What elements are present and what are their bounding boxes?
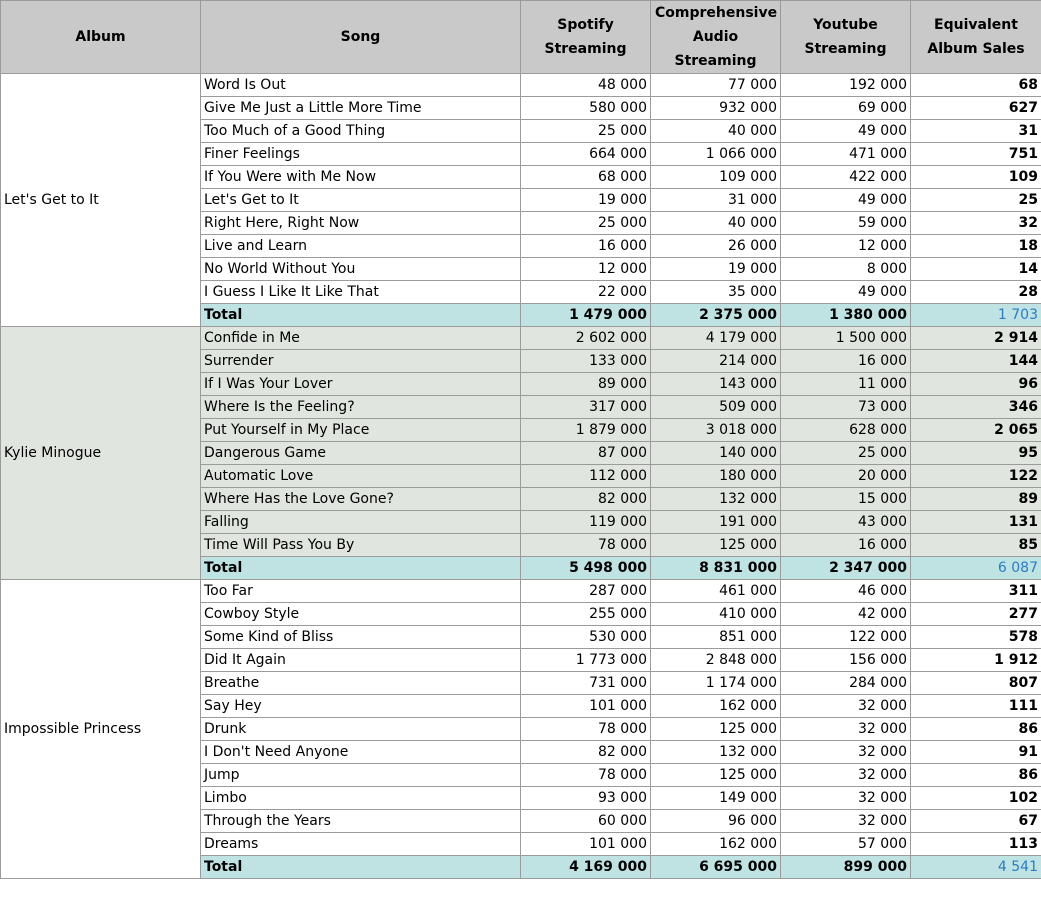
youtube-cell[interactable]: 49 000 xyxy=(781,281,911,304)
cas-cell[interactable]: 40 000 xyxy=(651,120,781,143)
eas-cell[interactable]: 68 xyxy=(911,74,1041,97)
cas-cell[interactable]: 143 000 xyxy=(651,373,781,396)
spotify-cell[interactable]: 255 000 xyxy=(521,603,651,626)
song-cell[interactable]: If You Were with Me Now xyxy=(201,166,521,189)
spotify-cell[interactable]: 25 000 xyxy=(521,120,651,143)
total-eas-cell[interactable]: 6 087 xyxy=(911,557,1041,580)
cas-cell[interactable]: 162 000 xyxy=(651,695,781,718)
song-cell[interactable]: Finer Feelings xyxy=(201,143,521,166)
youtube-cell[interactable]: 73 000 xyxy=(781,396,911,419)
table-row xyxy=(1,580,1041,603)
table-body xyxy=(1,74,1041,879)
cas-cell[interactable]: 40 000 xyxy=(651,212,781,235)
cas-cell[interactable]: 132 000 xyxy=(651,488,781,511)
youtube-cell[interactable]: 1 500 000 xyxy=(781,327,911,350)
youtube-cell[interactable]: 422 000 xyxy=(781,166,911,189)
youtube-cell[interactable]: 32 000 xyxy=(781,764,911,787)
total-song-cell[interactable]: Total xyxy=(201,304,521,327)
spotify-cell[interactable]: 133 000 xyxy=(521,350,651,373)
total-cas-cell[interactable]: 6 695 000 xyxy=(651,856,781,879)
youtube-cell[interactable]: 284 000 xyxy=(781,672,911,695)
song-cell[interactable]: Automatic Love xyxy=(201,465,521,488)
eas-cell[interactable]: 109 xyxy=(911,166,1041,189)
spotify-cell[interactable]: 60 000 xyxy=(521,810,651,833)
youtube-cell[interactable]: 59 000 xyxy=(781,212,911,235)
cas-cell[interactable]: 3 018 000 xyxy=(651,419,781,442)
youtube-cell[interactable]: 49 000 xyxy=(781,120,911,143)
song-cell[interactable]: Breathe xyxy=(201,672,521,695)
cas-cell[interactable]: 180 000 xyxy=(651,465,781,488)
eas-cell[interactable]: 89 xyxy=(911,488,1041,511)
youtube-cell[interactable]: 49 000 xyxy=(781,189,911,212)
youtube-cell[interactable]: 43 000 xyxy=(781,511,911,534)
song-cell[interactable]: Time Will Pass You By xyxy=(201,534,521,557)
youtube-cell[interactable]: 8 000 xyxy=(781,258,911,281)
table-row xyxy=(1,74,1041,97)
youtube-cell[interactable]: 16 000 xyxy=(781,534,911,557)
spotify-cell[interactable]: 78 000 xyxy=(521,534,651,557)
spotify-cell[interactable]: 664 000 xyxy=(521,143,651,166)
spotify-cell[interactable]: 731 000 xyxy=(521,672,651,695)
eas-cell[interactable]: 95 xyxy=(911,442,1041,465)
header-song[interactable]: Song xyxy=(201,1,521,74)
youtube-cell[interactable]: 20 000 xyxy=(781,465,911,488)
cas-cell[interactable]: 125 000 xyxy=(651,718,781,741)
youtube-cell[interactable]: 32 000 xyxy=(781,741,911,764)
spotify-cell[interactable]: 1 773 000 xyxy=(521,649,651,672)
cas-cell[interactable]: 19 000 xyxy=(651,258,781,281)
album-cell[interactable]: Kylie Minogue xyxy=(1,327,201,580)
spotify-cell[interactable]: 93 000 xyxy=(521,787,651,810)
eas-cell[interactable]: 102 xyxy=(911,787,1041,810)
eas-cell[interactable]: 31 xyxy=(911,120,1041,143)
song-cell[interactable]: Dreams xyxy=(201,833,521,856)
eas-cell[interactable]: 25 xyxy=(911,189,1041,212)
song-cell[interactable]: Give Me Just a Little More Time xyxy=(201,97,521,120)
eas-cell[interactable]: 86 xyxy=(911,764,1041,787)
album-cell[interactable]: Impossible Princess xyxy=(1,580,201,879)
header-album[interactable]: Album xyxy=(1,1,201,74)
table-row xyxy=(1,327,1041,350)
youtube-cell[interactable]: 46 000 xyxy=(781,580,911,603)
song-cell[interactable]: Where Has the Love Gone? xyxy=(201,488,521,511)
eas-cell[interactable]: 91 xyxy=(911,741,1041,764)
eas-cell[interactable]: 751 xyxy=(911,143,1041,166)
song-cell[interactable]: If I Was Your Lover xyxy=(201,373,521,396)
header-cas[interactable]: Comprehensive Audio Streaming xyxy=(651,1,781,74)
spotify-cell[interactable]: 78 000 xyxy=(521,764,651,787)
cas-cell[interactable]: 851 000 xyxy=(651,626,781,649)
youtube-cell[interactable]: 32 000 xyxy=(781,787,911,810)
eas-cell[interactable]: 1 912 xyxy=(911,649,1041,672)
youtube-cell[interactable]: 42 000 xyxy=(781,603,911,626)
cas-cell[interactable]: 410 000 xyxy=(651,603,781,626)
cas-cell[interactable]: 109 000 xyxy=(651,166,781,189)
cas-cell[interactable]: 140 000 xyxy=(651,442,781,465)
youtube-cell[interactable]: 15 000 xyxy=(781,488,911,511)
song-cell[interactable]: Surrender xyxy=(201,350,521,373)
cas-cell[interactable]: 149 000 xyxy=(651,787,781,810)
youtube-cell[interactable]: 57 000 xyxy=(781,833,911,856)
eas-cell[interactable]: 277 xyxy=(911,603,1041,626)
eas-cell[interactable]: 627 xyxy=(911,97,1041,120)
eas-cell[interactable]: 85 xyxy=(911,534,1041,557)
spotify-cell[interactable]: 530 000 xyxy=(521,626,651,649)
song-cell[interactable]: Too Much of a Good Thing xyxy=(201,120,521,143)
total-spotify-cell[interactable]: 5 498 000 xyxy=(521,557,651,580)
cas-cell[interactable]: 132 000 xyxy=(651,741,781,764)
youtube-cell[interactable]: 122 000 xyxy=(781,626,911,649)
eas-cell[interactable]: 131 xyxy=(911,511,1041,534)
spotify-cell[interactable]: 25 000 xyxy=(521,212,651,235)
total-youtube-cell[interactable]: 1 380 000 xyxy=(781,304,911,327)
spotify-cell[interactable]: 16 000 xyxy=(521,235,651,258)
cas-cell[interactable]: 2 848 000 xyxy=(651,649,781,672)
spotify-cell[interactable]: 2 602 000 xyxy=(521,327,651,350)
song-cell[interactable]: Live and Learn xyxy=(201,235,521,258)
spotify-cell[interactable]: 82 000 xyxy=(521,741,651,764)
youtube-cell[interactable]: 192 000 xyxy=(781,74,911,97)
spotify-cell[interactable]: 82 000 xyxy=(521,488,651,511)
eas-cell[interactable]: 67 xyxy=(911,810,1041,833)
spotify-cell[interactable]: 101 000 xyxy=(521,833,651,856)
spotify-cell[interactable]: 48 000 xyxy=(521,74,651,97)
eas-cell[interactable]: 2 914 xyxy=(911,327,1041,350)
header-eas[interactable]: Equivalent Album Sales xyxy=(911,1,1041,74)
spotify-cell[interactable]: 287 000 xyxy=(521,580,651,603)
song-cell[interactable]: Some Kind of Bliss xyxy=(201,626,521,649)
total-eas-cell[interactable]: 4 541 xyxy=(911,856,1041,879)
eas-cell[interactable]: 28 xyxy=(911,281,1041,304)
youtube-cell[interactable]: 32 000 xyxy=(781,718,911,741)
song-cell[interactable]: I Guess I Like It Like That xyxy=(201,281,521,304)
spotify-cell[interactable]: 580 000 xyxy=(521,97,651,120)
total-eas-cell[interactable]: 1 703 xyxy=(911,304,1041,327)
song-cell[interactable]: Let's Get to It xyxy=(201,189,521,212)
total-cas-cell[interactable]: 8 831 000 xyxy=(651,557,781,580)
youtube-cell[interactable]: 16 000 xyxy=(781,350,911,373)
header-row xyxy=(1,1,1041,74)
eas-cell[interactable]: 578 xyxy=(911,626,1041,649)
spotify-cell[interactable]: 78 000 xyxy=(521,718,651,741)
eas-cell[interactable]: 807 xyxy=(911,672,1041,695)
youtube-cell[interactable]: 69 000 xyxy=(781,97,911,120)
cas-cell[interactable]: 214 000 xyxy=(651,350,781,373)
youtube-cell[interactable]: 628 000 xyxy=(781,419,911,442)
song-cell[interactable]: Put Yourself in My Place xyxy=(201,419,521,442)
eas-cell[interactable]: 122 xyxy=(911,465,1041,488)
spotify-cell[interactable]: 112 000 xyxy=(521,465,651,488)
album-cell[interactable]: Let's Get to It xyxy=(1,74,201,327)
song-cell[interactable]: I Don't Need Anyone xyxy=(201,741,521,764)
total-cas-cell[interactable]: 2 375 000 xyxy=(651,304,781,327)
spotify-cell[interactable]: 1 879 000 xyxy=(521,419,651,442)
cas-cell[interactable]: 932 000 xyxy=(651,97,781,120)
song-cell[interactable]: Where Is the Feeling? xyxy=(201,396,521,419)
youtube-cell[interactable]: 471 000 xyxy=(781,143,911,166)
eas-cell[interactable]: 311 xyxy=(911,580,1041,603)
song-cell[interactable]: Right Here, Right Now xyxy=(201,212,521,235)
song-cell[interactable]: Cowboy Style xyxy=(201,603,521,626)
spotify-cell[interactable]: 22 000 xyxy=(521,281,651,304)
header-spotify[interactable]: Spotify Streaming xyxy=(521,1,651,74)
eas-cell[interactable]: 18 xyxy=(911,235,1041,258)
total-youtube-cell[interactable]: 2 347 000 xyxy=(781,557,911,580)
song-cell[interactable]: Falling xyxy=(201,511,521,534)
song-cell[interactable]: Too Far xyxy=(201,580,521,603)
total-song-cell[interactable]: Total xyxy=(201,557,521,580)
total-spotify-cell[interactable]: 4 169 000 xyxy=(521,856,651,879)
song-cell[interactable]: No World Without You xyxy=(201,258,521,281)
song-cell[interactable]: Dangerous Game xyxy=(201,442,521,465)
header-youtube[interactable]: Youtube Streaming xyxy=(781,1,911,74)
song-cell[interactable]: Did It Again xyxy=(201,649,521,672)
cas-cell[interactable]: 77 000 xyxy=(651,74,781,97)
song-cell[interactable]: Word Is Out xyxy=(201,74,521,97)
song-cell[interactable]: Say Hey xyxy=(201,695,521,718)
spotify-cell[interactable]: 317 000 xyxy=(521,396,651,419)
cas-cell[interactable]: 4 179 000 xyxy=(651,327,781,350)
eas-cell[interactable]: 144 xyxy=(911,350,1041,373)
spotify-cell[interactable]: 119 000 xyxy=(521,511,651,534)
eas-cell[interactable]: 346 xyxy=(911,396,1041,419)
spotify-cell[interactable]: 12 000 xyxy=(521,258,651,281)
spotify-cell[interactable]: 101 000 xyxy=(521,695,651,718)
eas-cell[interactable]: 96 xyxy=(911,373,1041,396)
total-song-cell[interactable]: Total xyxy=(201,856,521,879)
youtube-cell[interactable]: 156 000 xyxy=(781,649,911,672)
eas-cell[interactable]: 2 065 xyxy=(911,419,1041,442)
cas-cell[interactable]: 125 000 xyxy=(651,534,781,557)
eas-cell[interactable]: 32 xyxy=(911,212,1041,235)
cas-cell[interactable]: 1 174 000 xyxy=(651,672,781,695)
eas-cell[interactable]: 113 xyxy=(911,833,1041,856)
cas-cell[interactable]: 461 000 xyxy=(651,580,781,603)
song-cell[interactable]: Jump xyxy=(201,764,521,787)
cas-cell[interactable]: 35 000 xyxy=(651,281,781,304)
song-cell[interactable]: Limbo xyxy=(201,787,521,810)
eas-cell[interactable]: 86 xyxy=(911,718,1041,741)
song-cell[interactable]: Drunk xyxy=(201,718,521,741)
cas-cell[interactable]: 191 000 xyxy=(651,511,781,534)
total-youtube-cell[interactable]: 899 000 xyxy=(781,856,911,879)
youtube-cell[interactable]: 32 000 xyxy=(781,695,911,718)
cas-cell[interactable]: 162 000 xyxy=(651,833,781,856)
song-cell[interactable]: Through the Years xyxy=(201,810,521,833)
eas-cell[interactable]: 111 xyxy=(911,695,1041,718)
spotify-cell[interactable]: 89 000 xyxy=(521,373,651,396)
spotify-cell[interactable]: 68 000 xyxy=(521,166,651,189)
eas-cell[interactable]: 14 xyxy=(911,258,1041,281)
cas-cell[interactable]: 31 000 xyxy=(651,189,781,212)
youtube-cell[interactable]: 11 000 xyxy=(781,373,911,396)
cas-cell[interactable]: 26 000 xyxy=(651,235,781,258)
cas-cell[interactable]: 509 000 xyxy=(651,396,781,419)
song-cell[interactable]: Confide in Me xyxy=(201,327,521,350)
spotify-cell[interactable]: 19 000 xyxy=(521,189,651,212)
cas-cell[interactable]: 1 066 000 xyxy=(651,143,781,166)
cas-cell[interactable]: 96 000 xyxy=(651,810,781,833)
spotify-cell[interactable]: 87 000 xyxy=(521,442,651,465)
youtube-cell[interactable]: 12 000 xyxy=(781,235,911,258)
youtube-cell[interactable]: 25 000 xyxy=(781,442,911,465)
cas-cell[interactable]: 125 000 xyxy=(651,764,781,787)
total-spotify-cell[interactable]: 1 479 000 xyxy=(521,304,651,327)
youtube-cell[interactable]: 32 000 xyxy=(781,810,911,833)
